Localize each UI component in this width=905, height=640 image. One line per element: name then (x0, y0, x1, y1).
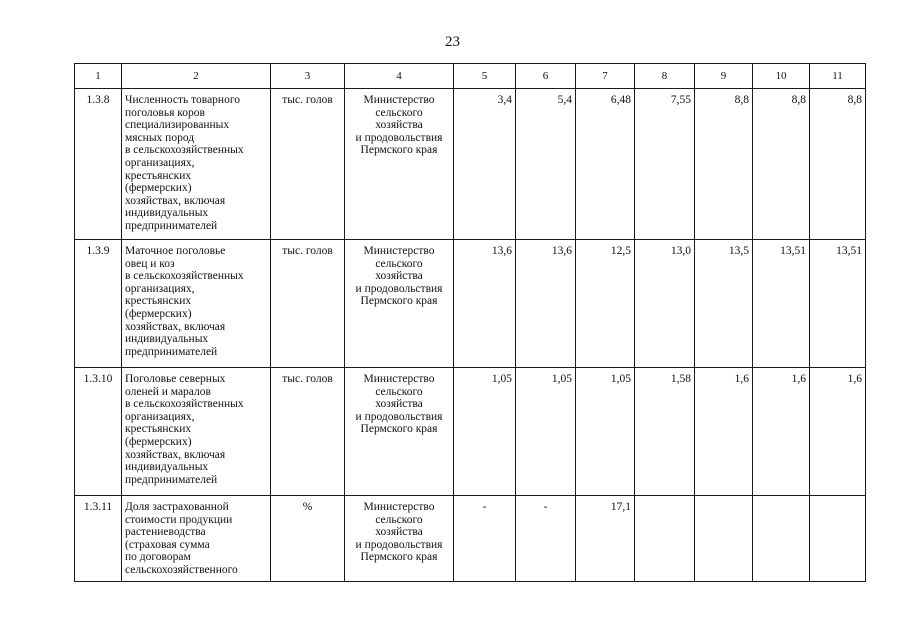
value-cell: 1,05 (576, 368, 635, 496)
value-cell (695, 496, 753, 582)
value-cell: 8,8 (810, 89, 866, 240)
unit-cell: тыс. голов (271, 368, 345, 496)
table-row (75, 89, 866, 240)
responsible-cell: Министерство сельского хозяйства и продовольствия Пермского края (345, 240, 454, 368)
unit-cell: % (271, 496, 345, 582)
value-cell: - (516, 496, 576, 582)
value-cell: 17,1 (576, 496, 635, 582)
value-cell: - (454, 496, 516, 582)
indicator-name: Маточное поголовье овец и коз в сельскохозяйственных организациях, крестьянских (фермерских) хозяйствах, включая индивидуальных предпринимателей (122, 240, 271, 368)
value-cell: 1,6 (695, 368, 753, 496)
value-cell: 13,5 (695, 240, 753, 368)
value-cell: 13,0 (635, 240, 695, 368)
indicator-name: Поголовье северных оленей и маралов в сельскохозяйственных организациях, крестьянских (фермерских) хозяйствах, включая индивидуальных предпринимателей (122, 368, 271, 496)
header-cell: 5 (454, 64, 516, 89)
value-cell: 1,05 (516, 368, 576, 496)
unit-cell: тыс. голов (271, 89, 345, 240)
responsible-cell: Министерство сельского хозяйства и продовольствия Пермского края (345, 89, 454, 240)
table-row (75, 368, 866, 496)
value-cell: 1,05 (454, 368, 516, 496)
row-number: 1.3.9 (75, 240, 122, 368)
unit-cell: тыс. голов (271, 240, 345, 368)
page-number: 23 (445, 34, 460, 50)
value-cell: 1,6 (753, 368, 810, 496)
header-cell: 2 (122, 64, 271, 89)
value-cell (810, 496, 866, 582)
header-cell: 1 (75, 64, 122, 89)
value-cell: 8,8 (695, 89, 753, 240)
value-cell: 8,8 (753, 89, 810, 240)
value-cell (635, 496, 695, 582)
value-cell: 1,58 (635, 368, 695, 496)
indicator-name: Доля застрахованной стоимости продукции растениеводства (страховая сумма по договорам сельскохозяйственного (122, 496, 271, 582)
table-row (75, 496, 866, 582)
header-cell: 8 (635, 64, 695, 89)
indicators-table (74, 63, 866, 582)
value-cell: 13,6 (516, 240, 576, 368)
value-cell: 1,6 (810, 368, 866, 496)
indicator-name: Численность товарного поголовья коров специализированных мясных пород в сельскохозяйственных организациях, крестьянских (фермерских) хозяйствах, включая индивидуальных предпринимателей (122, 89, 271, 240)
responsible-cell: Министерство сельского хозяйства и продовольствия Пермского края (345, 368, 454, 496)
row-number: 1.3.8 (75, 89, 122, 240)
value-cell: 6,48 (576, 89, 635, 240)
value-cell: 7,55 (635, 89, 695, 240)
value-cell: 13,51 (810, 240, 866, 368)
header-cell: 10 (753, 64, 810, 89)
value-cell: 13,6 (454, 240, 516, 368)
value-cell: 12,5 (576, 240, 635, 368)
value-cell (753, 496, 810, 582)
row-number: 1.3.11 (75, 496, 122, 582)
responsible-cell: Министерство сельского хозяйства и продовольствия Пермского края (345, 496, 454, 582)
value-cell: 5,4 (516, 89, 576, 240)
row-number: 1.3.10 (75, 368, 122, 496)
value-cell: 3,4 (454, 89, 516, 240)
header-cell: 11 (810, 64, 866, 89)
header-cell: 4 (345, 64, 454, 89)
table-row (75, 240, 866, 368)
header-cell: 6 (516, 64, 576, 89)
header-cell: 7 (576, 64, 635, 89)
value-cell: 13,51 (753, 240, 810, 368)
header-cell: 9 (695, 64, 753, 89)
header-row (75, 64, 866, 89)
header-cell: 3 (271, 64, 345, 89)
